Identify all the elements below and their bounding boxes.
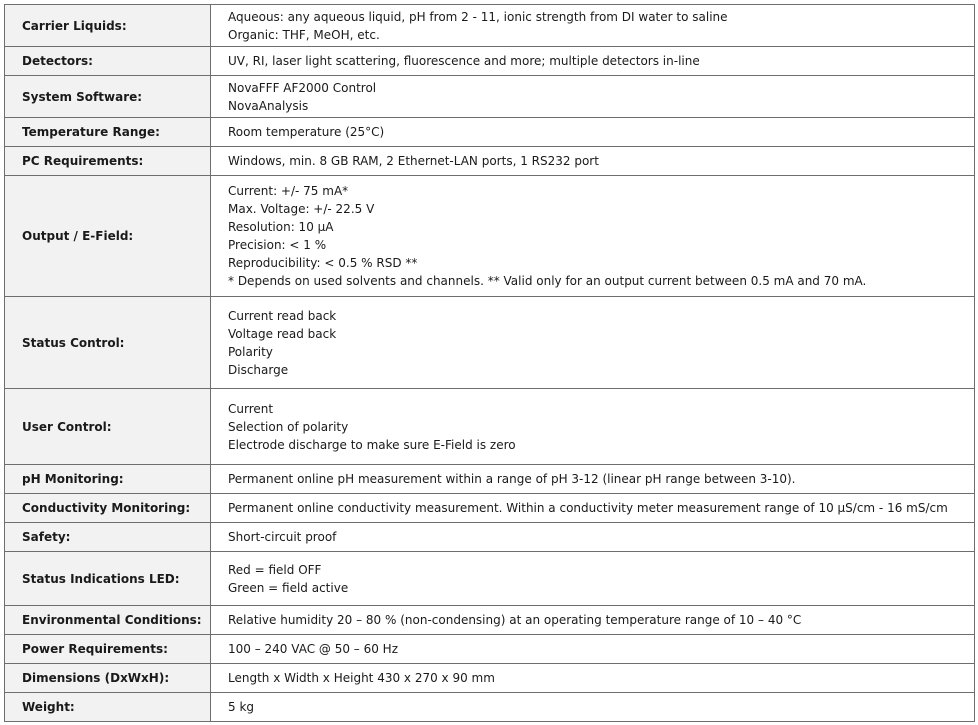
spec-value-line: NovaFFF AF2000 Control — [228, 80, 377, 95]
spec-value — [211, 5, 975, 47]
spec-value — [211, 297, 975, 389]
spec-value-line: Electrode discharge to make sure E-Field is zero — [228, 437, 516, 452]
spec-label: Weight: — [5, 693, 211, 722]
spec-value — [211, 664, 975, 693]
spec-label: Temperature Range: — [5, 118, 211, 147]
spec-value-line: Reproducibility: < 0.5 % RSD ** — [228, 256, 418, 270]
spec-value-line: Current: +/- 75 mA* — [228, 184, 349, 198]
spec-value-line: Green = field active — [228, 580, 349, 595]
spec-value — [211, 147, 975, 176]
spec-label: Dimensions (DxWxH): — [5, 664, 211, 693]
spec-value-line: Max. Voltage: +/- 22.5 V — [228, 202, 375, 216]
specifications-table — [4, 4, 975, 722]
spec-value-line: Relative humidity 20 – 80 % (non-condensing) at an operating temperature range of 10 – 40 °C — [228, 613, 802, 627]
spec-row-dimensions — [5, 664, 975, 693]
spec-row-pc-requirements — [5, 147, 975, 176]
spec-label: Conductivity Monitoring: — [5, 494, 211, 523]
spec-label: System Software: — [5, 76, 211, 118]
spec-row-status-control — [5, 297, 975, 389]
spec-value-line: Organic: THF, MeOH, etc. — [228, 27, 380, 42]
spec-row-system-software — [5, 76, 975, 118]
spec-value — [211, 693, 975, 722]
spec-value-line: Aqueous: any aqueous liquid, pH from 2 - 11, ionic strength from DI water to saline — [228, 9, 728, 24]
spec-value-line: Current read back — [228, 308, 337, 323]
spec-value — [211, 47, 975, 76]
spec-label: Detectors: — [5, 47, 211, 76]
spec-label: Power Requirements: — [5, 635, 211, 664]
spec-value — [211, 523, 975, 552]
spec-value — [211, 465, 975, 494]
spec-row-temperature-range — [5, 118, 975, 147]
spec-label: PC Requirements: — [5, 147, 211, 176]
spec-value — [211, 176, 975, 297]
spec-label: User Control: — [5, 389, 211, 465]
spec-value-line: Short-circuit proof — [228, 530, 337, 544]
spec-value-line: NovaAnalysis — [228, 98, 309, 113]
spec-row-status-indications-led — [5, 552, 975, 606]
spec-value-line: Length x Width x Height 430 x 270 x 90 mm — [228, 671, 495, 685]
spec-value-line: Red = field OFF — [228, 562, 322, 577]
spec-row-carrier-liquids — [5, 5, 975, 47]
spec-value — [211, 76, 975, 118]
spec-value-line: 5 kg — [228, 700, 255, 714]
spec-label: Status Indications LED: — [5, 552, 211, 606]
spec-value — [211, 389, 975, 465]
spec-value — [211, 118, 975, 147]
spec-label: Status Control: — [5, 297, 211, 389]
spec-value — [211, 494, 975, 523]
spec-value — [211, 552, 975, 606]
spec-row-safety — [5, 523, 975, 552]
spec-value-line: Precision: < 1 % — [228, 238, 327, 252]
spec-value-line: Discharge — [228, 362, 289, 377]
spec-value — [211, 635, 975, 664]
spec-value-line: * Depends on used solvents and channels. ** Valid only for an output current between 0.5 mA and 70 mA. — [228, 274, 867, 288]
spec-row-detectors — [5, 47, 975, 76]
spec-value-line: Selection of polarity — [228, 419, 349, 434]
spec-value-line: Voltage read back — [228, 326, 337, 341]
spec-row-output-e-field — [5, 176, 975, 297]
spec-value — [211, 606, 975, 635]
spec-value-line: Resolution: 10 µA — [228, 220, 334, 234]
spec-label: Carrier Liquids: — [5, 5, 211, 47]
spec-row-user-control — [5, 389, 975, 465]
spec-row-ph-monitoring — [5, 465, 975, 494]
spec-row-power-requirements — [5, 635, 975, 664]
spec-value-line: Current — [228, 401, 274, 416]
spec-row-conductivity-monitoring — [5, 494, 975, 523]
spec-label: Safety: — [5, 523, 211, 552]
spec-value-line: Windows, min. 8 GB RAM, 2 Ethernet-LAN ports, 1 RS232 port — [228, 154, 599, 168]
spec-value-line: Permanent online pH measurement within a range of pH 3-12 (linear pH range between 3-10). — [228, 472, 796, 486]
spec-row-weight — [5, 693, 975, 722]
spec-value-line: Permanent online conductivity measurement. Within a conductivity meter measurement range of 10 µS/cm - 16 mS/cm — [228, 501, 948, 515]
spec-label: Environmental Conditions: — [5, 606, 211, 635]
spec-value-line: 100 – 240 VAC @ 50 – 60 Hz — [228, 642, 399, 656]
spec-label: Output / E-Field: — [5, 176, 211, 297]
spec-label: pH Monitoring: — [5, 465, 211, 494]
spec-value-line: Room temperature (25°C) — [228, 125, 385, 139]
spec-value-line: Polarity — [228, 344, 273, 359]
spec-value-line: UV, RI, laser light scattering, fluorescence and more; multiple detectors in-line — [228, 54, 700, 68]
spec-row-environmental-conditions — [5, 606, 975, 635]
